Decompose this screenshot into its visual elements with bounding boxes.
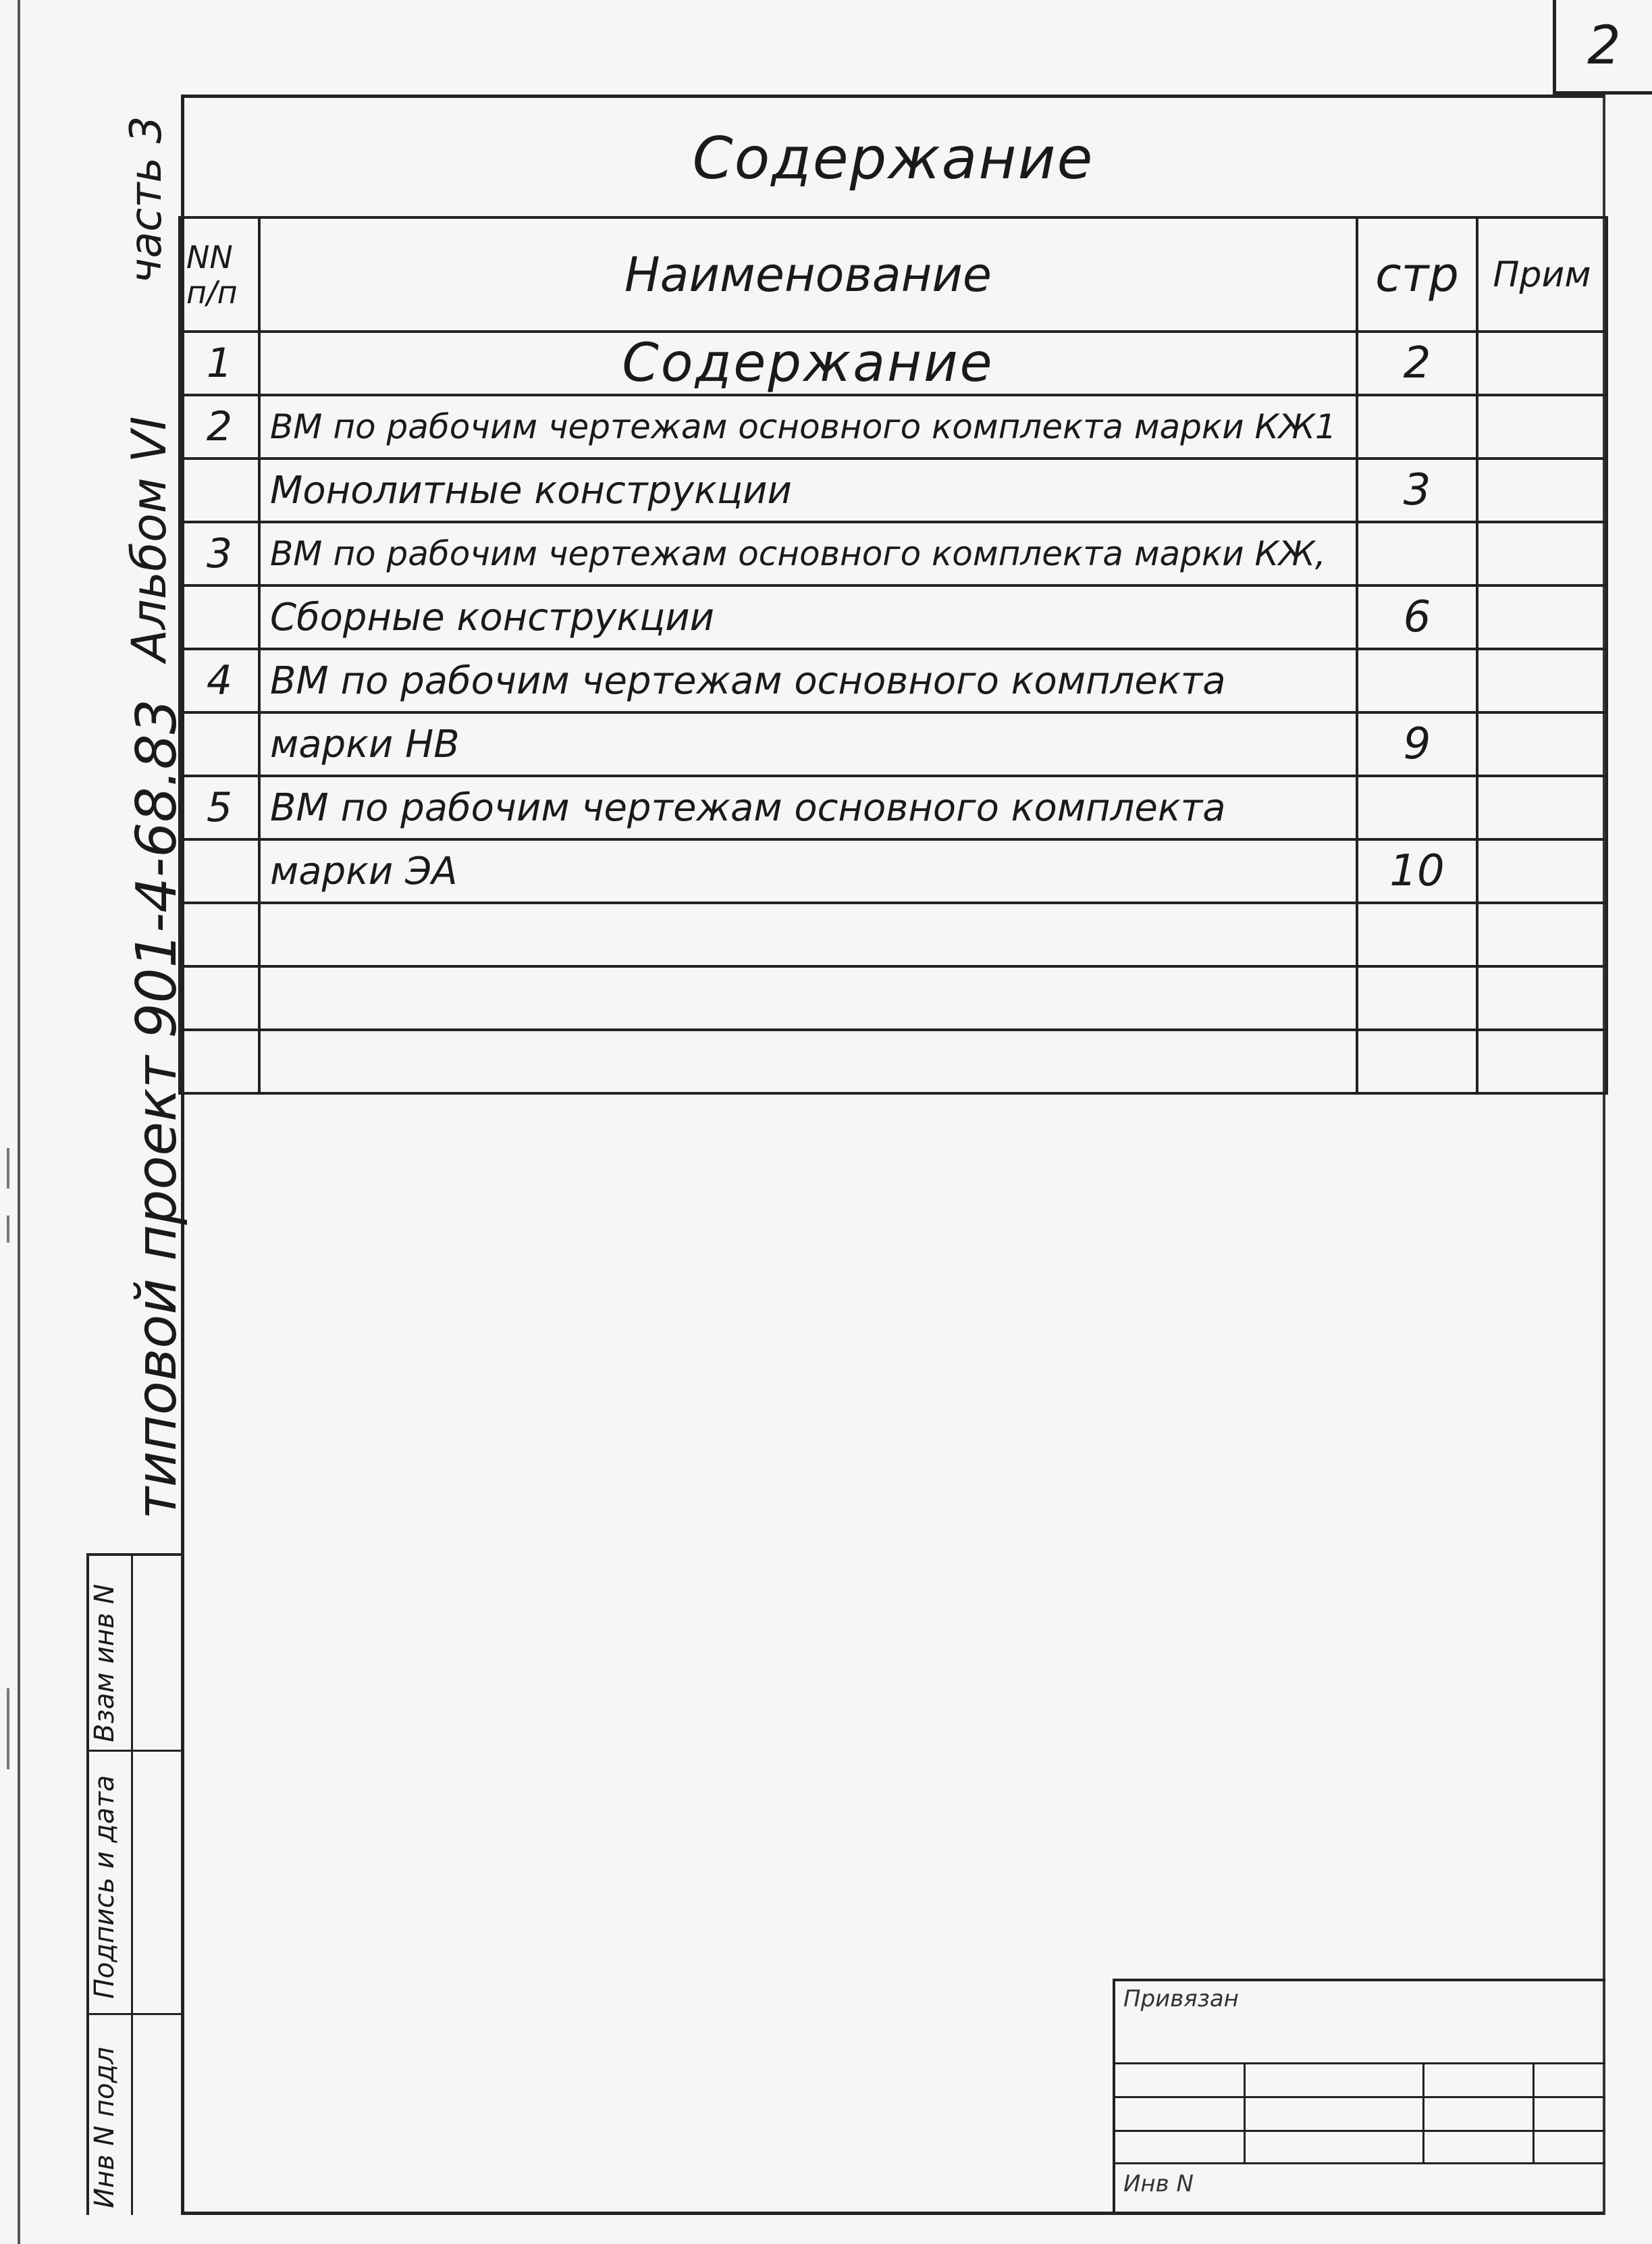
side-label-project: типовой проект 901-4-68.83 [125,699,189,1519]
row-name: Монолитные конструкции [259,459,1357,522]
stamp-divider [131,2015,133,2215]
table-row [180,522,1607,585]
row-name: ВМ по рабочим чертежам основного комплекта [259,776,1357,839]
row-note [1477,712,1607,776]
row-page: 10 [1357,839,1477,903]
row-num: 4 [180,649,259,712]
row-page: 9 [1357,712,1477,776]
row-note [1477,966,1607,1030]
row-page [1357,1030,1477,1093]
scan-edge [18,0,20,2244]
header-name: Наименование [259,217,1357,332]
table-row [180,459,1607,522]
stamp-label-inv-orig: Инв N подл [89,2047,120,2208]
table-row [180,966,1607,1030]
table-row [180,395,1607,459]
table-row [180,649,1607,712]
row-page [1357,395,1477,459]
row-note [1477,903,1607,966]
table-row [180,776,1607,839]
row-name: марки НВ [259,712,1357,776]
row-note [1477,459,1607,522]
side-label-album: Альбом VI [122,416,177,662]
row-name [259,966,1357,1030]
sheet-number: 2 [1553,0,1652,95]
row-note [1477,776,1607,839]
row-num [180,712,259,776]
scan-speck [7,1216,9,1243]
title-block-divider [1244,2062,1246,2162]
row-page [1357,903,1477,966]
stamp-label-signature: Подпись и дата [89,1775,120,1999]
table-row [180,1030,1607,1093]
row-note [1477,1030,1607,1093]
table-row [180,903,1607,966]
row-num [180,839,259,903]
row-name: Сборные конструкции [259,585,1357,649]
row-name: ВМ по рабочим чертежам основного комплекта марки КЖ1 [259,395,1357,459]
scan-speck [7,1148,9,1189]
row-name: ВМ по рабочим чертежам основного комплекта марки КЖ, [259,522,1357,585]
row-note [1477,649,1607,712]
title-block-divider [1533,2062,1535,2162]
row-num [180,1030,259,1093]
table-header-row [180,217,1607,332]
row-num [180,903,259,966]
header-num: NN п/п [180,217,259,332]
side-label-part: часть 3 [122,115,171,284]
table-row [180,585,1607,649]
row-name [259,903,1357,966]
row-name: марки ЭА [259,839,1357,903]
row-num: 5 [180,776,259,839]
table-row [180,712,1607,776]
row-num: 2 [180,395,259,459]
stamp-divider [131,1752,133,2013]
row-page [1357,522,1477,585]
row-page: 6 [1357,585,1477,649]
row-num [180,585,259,649]
contents-table [178,216,1608,1095]
row-note [1477,332,1607,395]
row-page: 2 [1357,332,1477,395]
row-page [1357,966,1477,1030]
row-page [1357,776,1477,839]
header-note: Прим [1477,217,1607,332]
page-title: Содержание [692,125,1094,192]
row-note [1477,839,1607,903]
row-name: Содержание [259,332,1357,395]
row-name [259,1030,1357,1093]
title-block [1113,1979,1605,2215]
row-note [1477,522,1607,585]
row-num [180,459,259,522]
attached-label: Привязан [1123,1985,1239,2012]
inv-label: Инв N [1123,2170,1194,2197]
stamp-label-replacement: Взам инв N [89,1584,120,1742]
row-num: 1 [180,332,259,395]
stamp-divider [131,1556,133,1750]
row-page: 3 [1357,459,1477,522]
table-row [180,839,1607,903]
row-num [180,966,259,1030]
row-note [1477,395,1607,459]
row-name: ВМ по рабочим чертежам основного комплекта [259,649,1357,712]
row-note [1477,585,1607,649]
row-page [1357,649,1477,712]
title-block-divider [1422,2062,1424,2162]
title-block-line [1115,2162,1605,2164]
row-num: 3 [180,522,259,585]
header-page: стр [1357,217,1477,332]
table-row [180,332,1607,395]
scan-speck [7,1688,9,1769]
